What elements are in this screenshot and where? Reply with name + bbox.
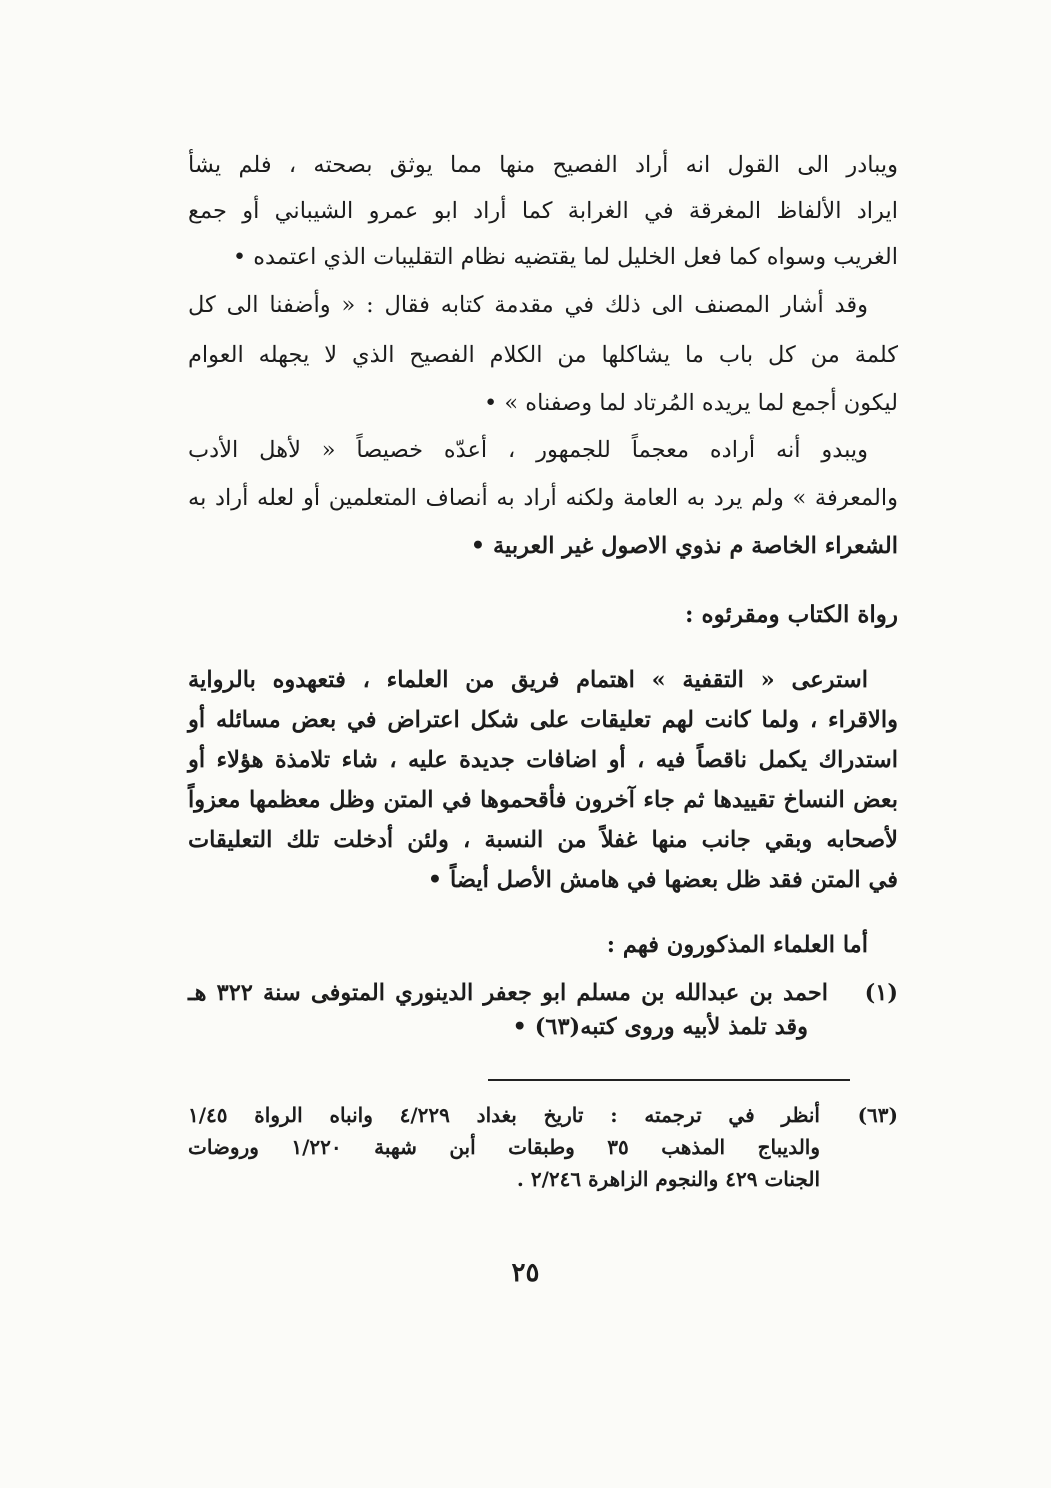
paragraph-2-line-3: ليكون أجمع لما يريده المُرتاد لما وصفناه » •: [483, 390, 898, 416]
scholar-entry-1-line-1: احمد بن عبدالله بن مسلم ابو جعفر الدينوري المتوفى سنة ٣٢٢ هـ: [188, 980, 828, 1006]
paragraph-3-line-1: ويبدو أنه أراده معجماً للجمهور ، أعدّه خصيصاً « لأهل الأدب: [188, 437, 868, 463]
paragraph-4-line-1: استرعى « التقفية » اهتمام فريق من العلماء ، فتعهدوه بالرواية: [188, 667, 868, 693]
paragraph-4-line-5: لأصحابه وبقي جانب منها غفلاً من النسبة ، ولئن أدخلت تلك التعليقات: [188, 827, 898, 853]
footnote-line-2: والديباج المذهب ٣٥ وطبقات أبن شهبة ١/٢٢٠ وروضات: [188, 1135, 821, 1159]
scholar-entry-1-number: (١): [864, 980, 898, 1006]
footnote-number: (٦٣): [857, 1103, 898, 1127]
footnote-line-3: الجنات ٤٢٩ والنجوم الزاهرة ٢/٢٤٦ .: [516, 1167, 820, 1191]
paragraph-4-line-3: استدراك يكمل ناقصاً فيه ، أو اضافات جديدة عليه ، شاء تلامذة هؤلاء أو: [188, 747, 898, 773]
section-heading-text: رواة الكتاب ومقرئوه :: [685, 601, 898, 628]
paragraph-4: [188, 665, 898, 925]
paragraph-2-line-1: وقد أشار المصنف الى ذلك في مقدمة كتابه فقال : « وأضفنا الى كل: [188, 292, 868, 318]
footnote-63: [188, 1100, 898, 1210]
footnote-separator: [488, 1079, 850, 1081]
scholars-intro: [188, 930, 898, 966]
paragraph-2-line-2: كلمة من كل باب ما يشاكلها من الكلام الفصيح الذي لا يجهله العوام: [188, 342, 898, 368]
scholars-intro-text: أما العلماء المذكورون فهم :: [606, 932, 868, 958]
page-number: ٢٥: [511, 1258, 540, 1288]
scholar-entry-1-line-2: وقد تلمذ لأبيه وروى كتبه(٦٣) •: [512, 1014, 808, 1040]
paragraph-2: [188, 290, 898, 416]
paragraph-3-line-3: الشعراء الخاصة م نذوي الاصول غير العربية •: [470, 533, 898, 559]
paragraph-1: [188, 150, 898, 270]
paragraph-1-line-2: ايراد الألفاظ المغرقة في الغرابة كما أراد ابو عمرو الشيباني أو جمع: [188, 198, 898, 224]
footnote-line-1: أنظر في ترجمته : تاريخ بغداد ٤/٢٢٩ وانباه الرواة ١/٤٥: [188, 1103, 820, 1127]
paragraph-1-line-3: الغريب وسواه كما فعل الخليل لما يقتضيه نظام التقليبات الذي اعتمده •: [232, 244, 898, 270]
paragraph-4-line-2: والاقراء ، ولما كانت لهم تعليقات على شكل اعتراض في بعض مسائله أو: [188, 707, 898, 733]
paragraph-1-line-1: ويبادر الى القول انه أراد الفصيح منها مما يوثق بصحته ، فلم يشأ: [188, 152, 898, 178]
paragraph-4-line-4: بعض النساخ تقييدها ثم جاء آخرون فأقحموها في المتن وظل معظمها معزواً: [188, 787, 898, 813]
paragraph-3-line-2: والمعرفة » ولم يرد به العامة ولكنه أراد به أنصاف المتعلمين أو لعله أراد به: [188, 485, 898, 511]
scholar-entry-1: [188, 978, 898, 1058]
paragraph-3: [188, 435, 898, 559]
paragraph-4-line-6: في المتن فقد ظل بعضها في هامش الأصل أيضاً •: [427, 867, 898, 893]
section-heading: [188, 600, 898, 640]
